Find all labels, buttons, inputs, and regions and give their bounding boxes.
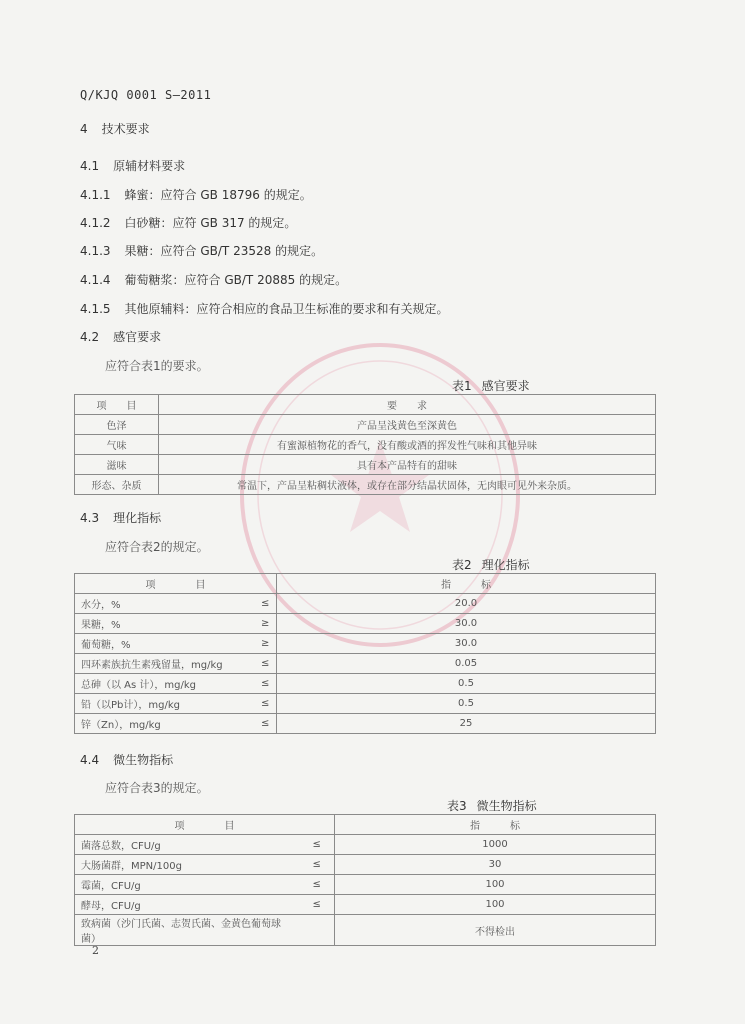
header-requirement: 要 求 <box>159 395 656 415</box>
section-4-2-note: 应符合表1的要求。 <box>105 359 209 373</box>
header-item: 项 目 <box>75 574 277 594</box>
table-row: 气味 有蜜源植物花的香气，没有酸或酒的挥发性气味和其他异味 <box>75 435 656 455</box>
table-3-caption: 表3 微生物指标 <box>447 799 537 813</box>
page-number: 2 <box>92 944 99 957</box>
table-row: 致病菌（沙门氏菌、志贺氏菌、金黄色葡萄球菌） 不得检出 <box>75 915 656 946</box>
section-4-3-heading: 4.3 理化指标 <box>80 511 162 525</box>
section-4-3-note: 应符合表2的规定。 <box>105 540 209 554</box>
section-4-1-4: 4.1.4 葡萄糖浆：应符合 GB/T 20885 的规定。 <box>80 273 348 287</box>
header-index: 指 标 <box>335 815 656 835</box>
header-item: 项 目 <box>75 395 159 415</box>
table-row: 锌（Zn），mg/kg ≤ 25 <box>75 714 656 734</box>
section-4-1-3: 4.1.3 果糖：应符合 GB/T 23528 的规定。 <box>80 244 324 258</box>
table-header-row <box>75 574 656 594</box>
section-4-1-1: 4.1.1 蜂蜜：应符合 GB 18796 的规定。 <box>80 188 312 202</box>
table-row: 水分，% ≤ 20.0 <box>75 594 656 614</box>
table-row: 总砷（以 As 计），mg/kg ≤ 0.5 <box>75 674 656 694</box>
header-item: 项 目 <box>75 815 335 835</box>
section-4-4-heading: 4.4 微生物指标 <box>80 753 174 767</box>
table-row: 滋味 具有本产品特有的甜味 <box>75 455 656 475</box>
table-header-row <box>75 395 656 415</box>
section-4-2-heading: 4.2 感官要求 <box>80 330 162 344</box>
table-row: 大肠菌群，MPN/100g ≤ 30 <box>75 855 656 875</box>
table-row: 菌落总数，CFU/g ≤ 1000 <box>75 835 656 855</box>
section-4-1-heading: 4.1 原辅材料要求 <box>80 159 186 173</box>
section-4-4-note: 应符合表3的规定。 <box>105 781 209 795</box>
table-1-caption: 表1 感官要求 <box>452 379 530 393</box>
table-1-sensory <box>74 394 656 495</box>
table-2-caption: 表2 理化指标 <box>452 558 530 572</box>
table-row: 四环素族抗生素残留量，mg/kg ≤ 0.05 <box>75 654 656 674</box>
document-id: Q/KJQ 0001 S—2011 <box>80 88 212 102</box>
header-index: 指 标 <box>277 574 656 594</box>
section-4-heading: 4 技术要求 <box>80 122 150 136</box>
table-row: 葡萄糖，% ≥ 30.0 <box>75 634 656 654</box>
section-4-1-2: 4.1.2 白砂糖：应符 GB 317 的规定。 <box>80 216 297 230</box>
table-2-physicochemical <box>74 573 656 734</box>
table-header-row <box>75 815 656 835</box>
table-3-microbiological <box>74 814 656 946</box>
table-row: 形态、杂质 常温下，产品呈粘稠状液体，或存在部分结晶状固体，无肉眼可见外来杂质。 <box>75 475 656 495</box>
table-row: 果糖，% ≥ 30.0 <box>75 614 656 634</box>
table-row: 铅（以Pb计），mg/kg ≤ 0.5 <box>75 694 656 714</box>
table-row: 霉菌，CFU/g ≤ 100 <box>75 875 656 895</box>
table-row: 酵母，CFU/g ≤ 100 <box>75 895 656 915</box>
section-4-1-5: 4.1.5 其他原辅料：应符合相应的食品卫生标准的要求和有关规定。 <box>80 302 449 316</box>
table-row: 色泽 产品呈浅黄色至深黄色 <box>75 415 656 435</box>
